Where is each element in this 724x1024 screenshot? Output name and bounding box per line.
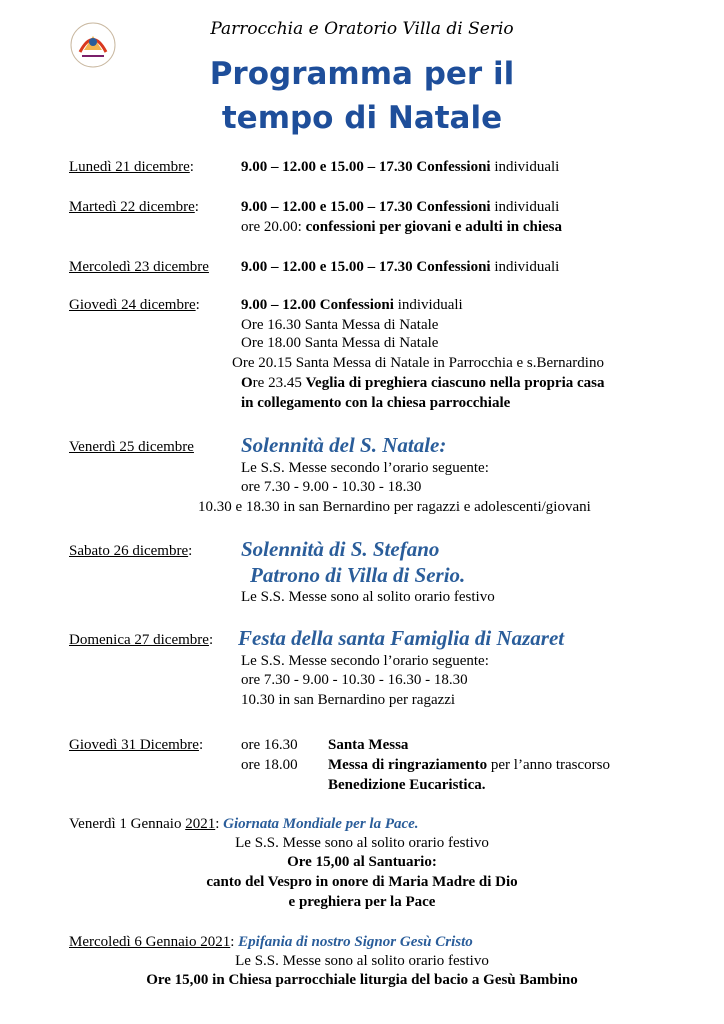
schedule-27-l4: 10.30 in san Bernardino per ragazzi — [241, 692, 456, 708]
time-31-a: ore 16.30 — [241, 737, 298, 753]
feast-26: Solennità di S. Stefano — [241, 537, 440, 561]
schedule-jan1-l5: e preghiera per la Pace — [288, 894, 436, 910]
schedule-24: 9.00 – 12.00 Confessioni individuali — [241, 297, 463, 313]
schedule-24-l5: Ore 23.45 Veglia di preghiera ciascuno nella propria casa — [241, 375, 605, 391]
feast-27: Festa della santa Famiglia di Nazaret — [238, 626, 565, 650]
day-label-23: Mercoledì 23 dicembre — [69, 259, 209, 275]
schedule-21: 9.00 – 12.00 e 15.00 – 17.30 Confessioni individuali — [241, 159, 560, 175]
day-label-22: Martedì 22 dicembre: — [69, 199, 199, 215]
feast-25: Solennità del S. Natale: — [241, 433, 447, 457]
time-31-b: ore 18.00 — [241, 757, 298, 773]
schedule-25-l3: ore 7.30 - 9.00 - 10.30 - 18.30 — [241, 479, 422, 495]
day-label-jan1: Venerdì 1 Gennaio 2021: Giornata Mondiale per la Pace. — [69, 816, 419, 832]
schedule-jan1-l2: Le S.S. Messe sono al solito orario festivo — [235, 835, 489, 851]
schedule-24-l6: in collegamento con la chiesa parrocchiale — [241, 395, 511, 411]
schedule-25-l4: 10.30 e 18.30 in san Bernardino per ragazzi e adolescenti/giovani — [198, 499, 591, 515]
schedule-27-l2: Le S.S. Messe secondo l’orario seguente: — [241, 653, 489, 669]
schedule-24-l4: Ore 20.15 Santa Messa di Natale in Parrocchia e s.Bernardino — [232, 355, 604, 371]
schedule-25-l2: Le S.S. Messe secondo l’orario seguente: — [241, 460, 489, 476]
schedule-jan6-l3: Ore 15,00 in Chiesa parrocchiale liturgia del bacio a Gesù Bambino — [146, 972, 578, 988]
schedule-26-l3: Le S.S. Messe sono al solito orario festivo — [241, 589, 495, 605]
day-label-31: Giovedì 31 Dicembre: — [69, 737, 204, 753]
page-title-line1: Programma per il — [209, 56, 515, 92]
day-label-27: Domenica 27 dicembre: — [69, 632, 214, 648]
day-label-24: Giovedì 24 dicembre: — [69, 297, 200, 313]
feast-jan6: Epifania di nostro Signor Gesù Cristo — [238, 934, 473, 950]
feast-jan1: Giornata Mondiale per la Pace. — [223, 816, 419, 832]
event-31-a: Santa Messa — [328, 737, 409, 753]
schedule-24-l3: Ore 18.00 Santa Messa di Natale — [241, 335, 439, 351]
schedule-jan6-l2: Le S.S. Messe sono al solito orario festivo — [235, 953, 489, 969]
schedule-27-l3: ore 7.30 - 9.00 - 10.30 - 16.30 - 18.30 — [241, 672, 468, 688]
schedule-22-evening: ore 20.00: confessioni per giovani e adulti in chiesa — [241, 219, 562, 235]
schedule-22: 9.00 – 12.00 e 15.00 – 17.30 Confessioni individuali — [241, 199, 560, 215]
schedule-jan1-l4: canto del Vespro in onore di Maria Madre di Dio — [206, 874, 518, 890]
event-31-b: Messa di ringraziamento per l’anno trascorso — [328, 757, 611, 773]
day-label-26: Sabato 26 dicembre: — [69, 543, 193, 559]
day-label-jan6: Mercoledì 6 Gennaio 2021: Epifania di nostro Signor Gesù Cristo — [69, 934, 473, 950]
schedule-24-l2: Ore 16.30 Santa Messa di Natale — [241, 317, 439, 333]
page-title-line2: tempo di Natale — [221, 100, 503, 136]
parish-name: Parrocchia e Oratorio Villa di Serio — [210, 19, 514, 39]
event-31-c: Benedizione Eucaristica. — [328, 777, 486, 793]
day-label-21: Lunedì 21 dicembre: — [69, 159, 194, 175]
day-label-25: Venerdì 25 dicembre — [69, 439, 194, 455]
schedule-23: 9.00 – 12.00 e 15.00 – 17.30 Confessioni individuali — [241, 259, 560, 275]
feast-26-patron: Patrono di Villa di Serio. — [250, 563, 466, 587]
schedule-jan1-l3: Ore 15,00 al Santuario: — [287, 854, 437, 870]
